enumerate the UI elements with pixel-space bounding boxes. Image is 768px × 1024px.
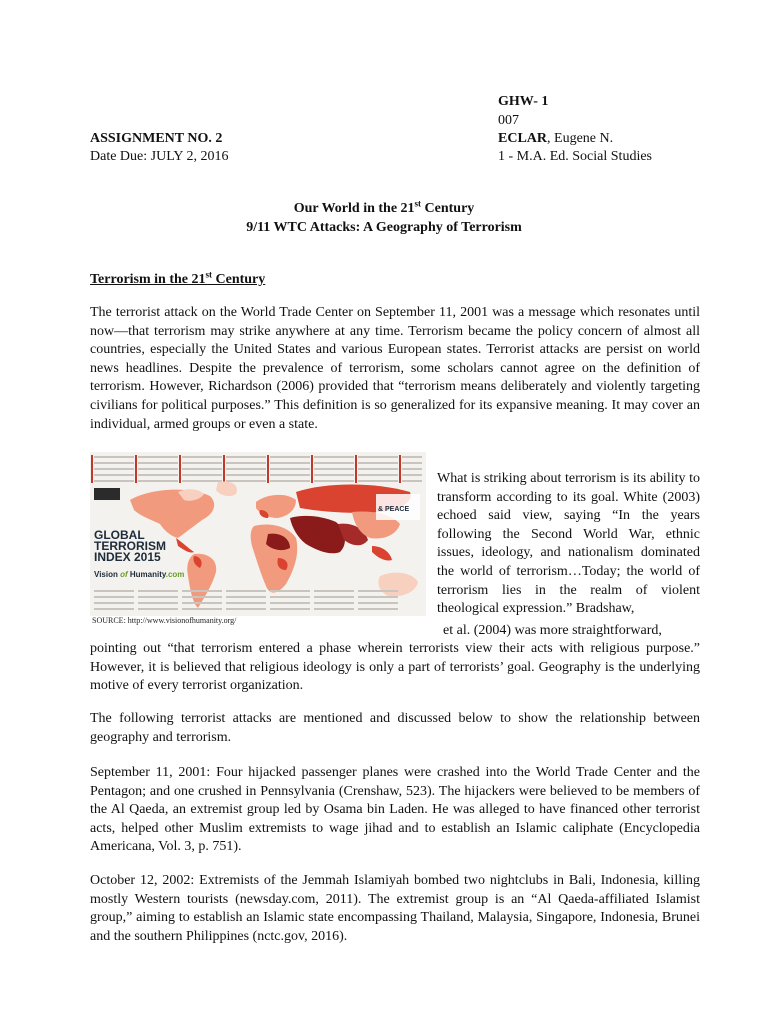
title-line-1 [0,199,768,218]
bottom-table-lines [94,590,398,610]
brand-vision: Vision [94,570,118,579]
paragraph-attacks-intro: The following terrorist attacks are mentioned and discussed below to show the relationship between geography and terrorism. [90,711,700,745]
section-number: 007 [498,113,519,128]
brand-domain: .com [165,570,185,579]
index-title-year: INDEX 2015 [94,550,161,564]
title-text-end: Century [421,201,475,216]
student-firstname: , Eugene N. [547,131,614,146]
peace-label: & PEACE [378,506,410,513]
continuation-first-text: et al. (2004) was more straightforward, [443,623,662,638]
brand-of: of [120,570,128,579]
student-name [498,130,613,148]
index-badge [94,488,120,500]
paragraph-intro: The terrorist attack on the World Trade Center on September 11, 2001 was a message which resonates until now—that terrorism may strike anywhere at any time. Terrorism became the policy concern of almost all countries, especially the United States and various European states. Terrorist attacks are persist on world news headlines. Despite the prevalence of terrorism, some scholars cannot agree on the definition of terrorism. However, Richardson (2006) provided that “terrorism means deliberately and violently targeting civilians for political purposes.” This definition is so generalized for its expansive meaning. It may cover an individual, armed groups or even a state. [90,305,700,432]
title-line-2: 9/11 WTC Attacks: A Geography of Terrorism [246,220,522,235]
paragraph-bali: October 12, 2002: Extremists of the Jemmah Islamiyah bombed two nightclubs in Bali, Indonesia, killing mostly Western tourists (newsday.com, 2011). The extremist group is an “Al Qaeda-affiliated Islamist group,” aiming to establish an Islamic state encompassing Thailand, Malaysia, Singapore, Indonesia, Brunei and the southern Philippines (nctc.gov, 2016). [90,873,700,944]
section-heading [90,271,265,289]
student-lastname: ECLAR [498,131,548,146]
program: 1 - M.A. Ed. Social Studies [498,149,652,164]
index-title [94,530,166,563]
title-text: Our World in the 21 [293,201,415,216]
index-title-line-1: GLOBAL [94,528,145,542]
heading-sup: st [205,269,212,280]
world-map [130,482,418,609]
paragraph-sept-11: September 11, 2001: Four hijacked passenger planes were crashed into the World Trade Center and the Pentagon; and one crushed in Pennsylvania (Crenshaw, 523). The hijackers were believed to be members of the Al Qaeda, an extremist group led by Osama bin Laden. He was alleged to have financed other terrorist acts, helped other Muslim extremists to wage jihad and to establish an Islamic caliphate (Encyclopedia Americana, Vol. 3, p. 751). [90,765,700,855]
paragraph-side: What is striking about terrorism is its ability to transform according to its goal. White (2003) echoed said view, saying “In the years following the Second World War, ethnic issues, ideology, and nationalism dominated the world of terrorism…Today; the world of terrorism lies in the realm of violent theological expression.” Bradshaw, [437,471,700,617]
heading-text-end: Century [212,272,266,287]
index-title-line-3 [94,552,166,563]
title-sup: st [414,198,422,209]
course-code: GHW- 1 [498,94,549,109]
figure-caption: SOURCE: http://www.visionofhumanity.org/ [92,616,237,625]
assignment-title: ASSIGNMENT NO. 2 [90,131,223,146]
top-table-lines [94,456,422,482]
paragraph-continuation: pointing out “that terrorism entered a phase wherein terrorists view their acts with religious purpose.” However, it is believed that religious ideology is only a part of terrorists’ goal. Geography is the underlying motive of every terrorist organization. [90,641,700,694]
date-due: Date Due: JULY 2, 2016 [90,149,229,164]
brand-humanity: Humanity [129,570,166,579]
heading-text: Terrorism in the 21 [90,272,206,287]
paragraph-continuation-first [443,622,662,640]
terrorism-index-map [90,452,426,616]
index-title-line-2: TERRORISM [94,539,166,553]
brand-logo [94,570,184,579]
